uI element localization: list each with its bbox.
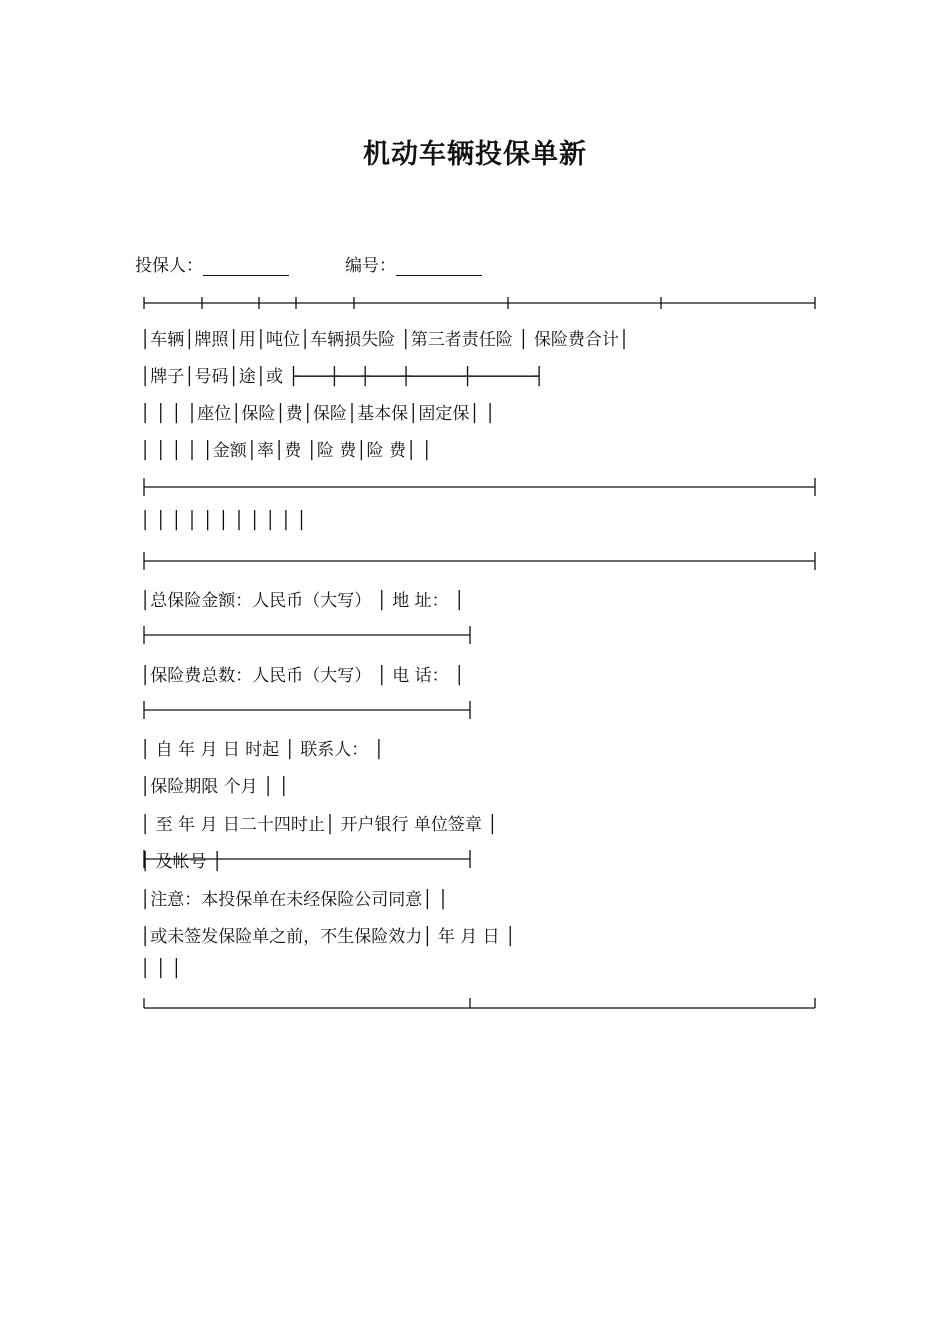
table-row: │ 及帐号 │ bbox=[140, 852, 223, 872]
document-title: 机动车辆投保单新 bbox=[363, 139, 587, 170]
table-row: │ │ │ │座位│保险│费│保险│基本保│固定保│ │ bbox=[140, 404, 496, 424]
table-row: │注意：本投保单在未经保险公司同意│ │ bbox=[140, 890, 449, 910]
table-row: │保险期限 个月 │ │ bbox=[140, 777, 289, 797]
applicant-label: 投保人： bbox=[135, 256, 203, 276]
table-row: │ │ │ │ │金额│率│费 │险 费│险 费│ │ bbox=[140, 441, 432, 461]
table-row[interactable]: │ │ │ │ │ │ │ │ │ │ │ bbox=[140, 511, 307, 531]
table-row[interactable]: │ │ │ bbox=[140, 959, 182, 979]
table-row: │车辆│牌照│用│吨位│车辆损失险 │第三者责任险 │ 保险费合计│ bbox=[140, 330, 630, 350]
table-row: │ 自 年 月 日 时起 │ 联系人： │ bbox=[140, 740, 384, 760]
table-row: │保险费总数：人民币（大写） │ 电 话： │ bbox=[140, 666, 465, 686]
table-row: │ 至 年 月 日二十四时止│ 开户银行 单位签章 │ bbox=[140, 815, 498, 835]
table-row: │总保险金额：人民币（大写） │ 地 址： │ bbox=[140, 591, 465, 611]
number-label: 编号： bbox=[345, 256, 396, 276]
table-row: │牌子│号码│途│或 ├───┼──┼───┼─────┼──────┤ bbox=[140, 367, 545, 387]
table-row: │或未签发保险单之前，不生保险效力│ 年 月 日 │ bbox=[140, 927, 516, 947]
